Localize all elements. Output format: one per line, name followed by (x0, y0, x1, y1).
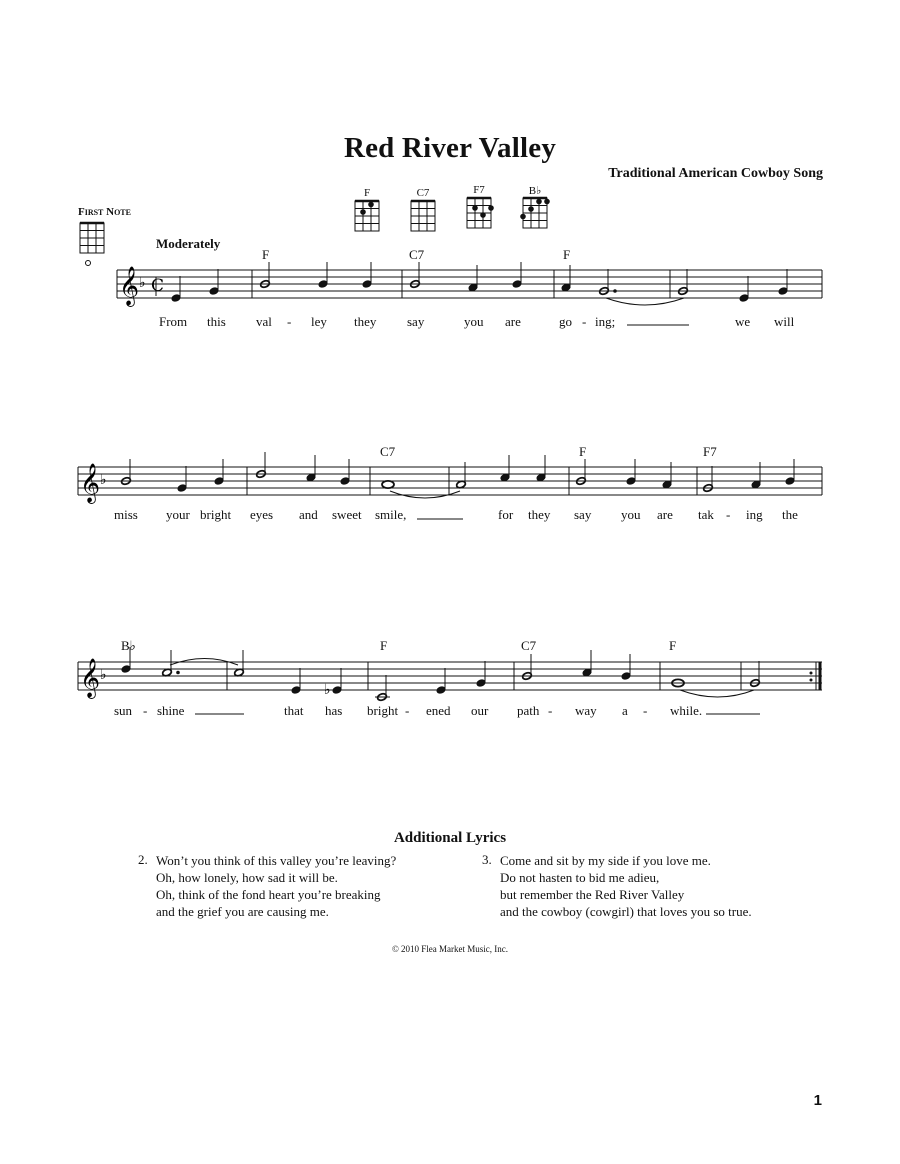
chord-symbol: F (563, 247, 571, 262)
chord-diagram-c7 (411, 201, 435, 231)
svg-text:♭: ♭ (100, 667, 107, 683)
lyric-syllable: way (575, 703, 597, 718)
lyric-syllable: go (559, 314, 572, 329)
verse-line: Come and sit by my side if you love me. (500, 853, 711, 868)
lyric-syllable: ing; (595, 314, 616, 329)
chord-symbol: C7 (409, 247, 425, 262)
chord-symbol: F (380, 638, 388, 653)
song-title: Red River Valley (343, 132, 557, 164)
verse-line: and the grief you are causing me. (156, 904, 329, 919)
lyric-syllable: our (471, 703, 489, 718)
lyric-syllable: bright (367, 703, 399, 718)
chord-symbol: F (669, 638, 677, 653)
verse-number: 2. (138, 852, 148, 867)
chord-symbol: F7 (703, 444, 717, 459)
staff-1 (117, 270, 822, 298)
lyric-syllable: ing (746, 507, 763, 522)
lyric-syllable: while. (670, 703, 703, 718)
verse-line: and the cowboy (cowgirl) that loves you so true. (500, 904, 752, 919)
chord-diagram-f (355, 201, 379, 231)
svg-text:𝄞: 𝄞 (80, 658, 101, 698)
svg-text:♭: ♭ (139, 275, 146, 291)
lyric-syllable: for (498, 507, 514, 522)
verse-line: but remember the Red River Valley (500, 887, 685, 902)
verse-line: Won’t you think of this valley you’re leaving? (156, 853, 397, 868)
chord-diagram-f7 (467, 198, 494, 228)
lyric-syllable: they (354, 314, 377, 329)
lyric-syllable: you (621, 507, 641, 522)
lyric-syllable: eyes (250, 507, 274, 522)
lyric-syllable: smile, (375, 507, 407, 522)
lyric-syllable: miss (114, 507, 138, 522)
lyric-syllable: has (325, 703, 343, 718)
lyric-syllable: tak (698, 507, 714, 522)
lyric-syllable: the (782, 507, 798, 522)
svg-text:C: C (151, 276, 165, 296)
page-number: 1 (813, 1092, 822, 1109)
lyric-syllable: From (159, 314, 188, 329)
lyric-hyphen: - (582, 314, 587, 329)
lyric-hyphen: - (405, 703, 410, 718)
lyric-syllable: shine (157, 703, 185, 718)
tempo-marking: Moderately (156, 236, 221, 251)
lyric-syllable: your (166, 507, 190, 522)
lyric-syllable: ley (311, 314, 327, 329)
chord-symbol: C7 (521, 638, 537, 653)
lyric-hyphen: - (548, 703, 553, 718)
verse-2 (156, 852, 396, 920)
lyric-syllable: bright (200, 507, 232, 522)
lyric-syllable: are (505, 314, 521, 329)
first-note-label: First Note (78, 206, 131, 218)
lyric-syllable: sweet (332, 507, 362, 522)
lyric-syllable: that (284, 703, 304, 718)
copyright-notice: © 2010 Flea Market Music, Inc. (391, 944, 509, 954)
lyric-syllable: and (299, 507, 318, 522)
lyric-syllable: will (774, 314, 795, 329)
lyric-syllable: say (574, 507, 592, 522)
staff-3 (78, 662, 822, 690)
lyric-hyphen: - (143, 703, 148, 718)
chord-diagram-name: B♭ (528, 185, 542, 197)
lyric-syllable: val (256, 314, 272, 329)
chord-diagram-bflat (520, 198, 550, 228)
verse-line: Oh, how lonely, how sad it will be. (156, 870, 338, 885)
chord-symbol: F (579, 444, 587, 459)
lyric-syllable: they (528, 507, 551, 522)
lyric-syllable: are (657, 507, 673, 522)
lyric-hyphen: - (726, 507, 731, 522)
lyric-syllable: this (207, 314, 226, 329)
svg-text:♭: ♭ (100, 472, 107, 488)
verse-3 (500, 852, 752, 920)
additional-lyrics-heading: Additional Lyrics (393, 830, 507, 846)
svg-text:𝄞: 𝄞 (119, 266, 140, 306)
lyric-syllable: path (517, 703, 540, 718)
chord-diagram-name: F7 (473, 184, 485, 196)
lyric-hyphen: - (287, 314, 292, 329)
verse-line: Oh, think of the fond heart you’re breaking (156, 887, 381, 902)
chord-diagram-name: F (363, 187, 371, 199)
lyric-hyphen: - (643, 703, 648, 718)
first-note-diagram (80, 223, 104, 266)
lyric-syllable: ened (426, 703, 451, 718)
lyric-syllable: a (622, 703, 628, 718)
lyric-syllable: you (464, 314, 484, 329)
chord-symbol: F (262, 247, 270, 262)
chord-symbol: C7 (380, 444, 396, 459)
verse-number: 3. (482, 852, 492, 867)
lyric-syllable: we (735, 314, 751, 329)
lyric-syllable: sun (114, 703, 133, 718)
chord-diagram-name: C7 (416, 187, 430, 199)
verse-line: Do not hasten to bid me adieu, (500, 870, 660, 885)
lyric-syllable: say (407, 314, 425, 329)
chord-symbol: B♭ (121, 638, 136, 653)
composer-credit: Traditional American Cowboy Song (608, 166, 823, 181)
svg-text:𝄞: 𝄞 (80, 463, 101, 503)
svg-text:♭: ♭ (324, 682, 331, 698)
